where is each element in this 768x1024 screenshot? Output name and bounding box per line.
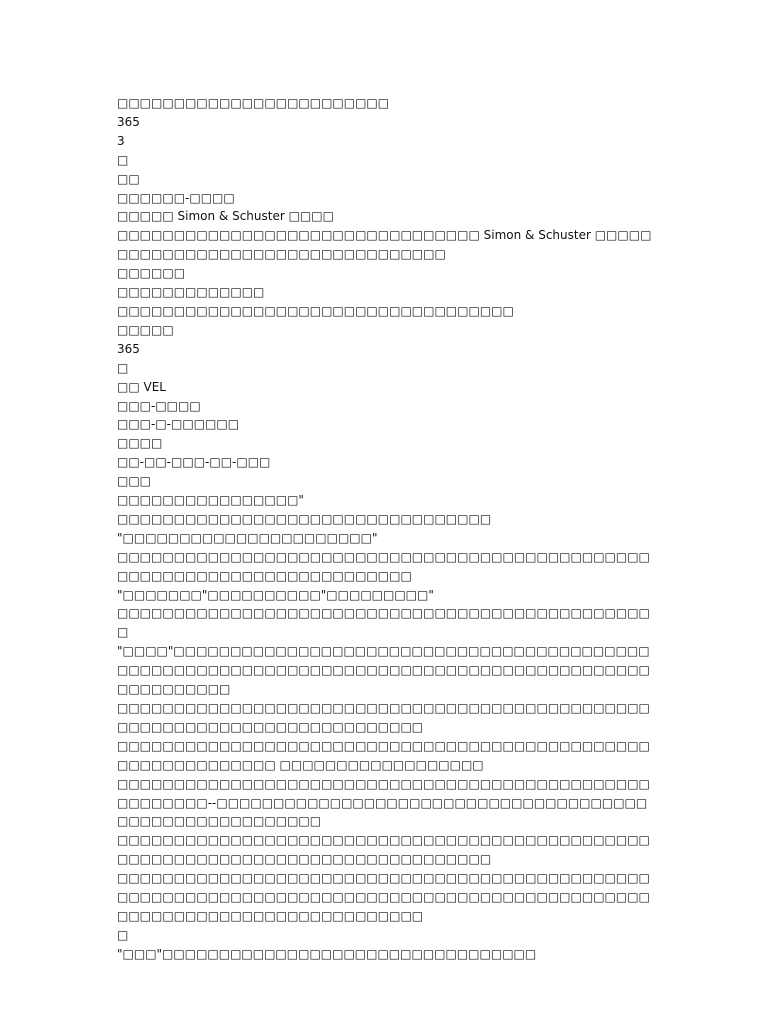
- document-line: "□□□"□□□□□□□□□□□□□□□□□□□□□□□□□□□□□□□□□: [117, 946, 537, 961]
- document-line: □□□□□□□□□□□□□□□□□□□□□□□□□□□□□□□□□□□: [117, 303, 514, 318]
- document-line: □□□□□□□□□□□□□□□□□□□□□□□□□□□□□□□□□: [117, 511, 492, 526]
- document-line: □□□-□□□□: [117, 398, 201, 413]
- document-line: 365: [117, 341, 140, 356]
- document-line: □□□□□□□□□□□□□□□□□□□□□□□□□□□□□□□□□□□□□□□□□□□□□□□□□□□□□□□□□□□□□□□□□□□□□□□□□□: [117, 701, 650, 734]
- document-line: □□□□□□□□□□□□□□□□□□□□□□□□: [117, 96, 390, 110]
- document-line: □□□□□□□□□□□□□□□□□□□□□□□□□□□□□□□□□□□□□□□□□□□□□□□□□□□□□□□□□□□□□□□□□□□□□□□□□□□□□□□□□□□□□□□□□□□□□□: [117, 871, 650, 905]
- document-line: □□□□□ Simon & Schuster □□□□: [117, 209, 334, 224]
- document-line: □□□□□□□□□□□□□□□□□□□□□□□□□□□□□□□□□□□□□□□□□□□□□□□□: [117, 606, 650, 640]
- document-line: □: [117, 360, 129, 375]
- document-line: 365: [117, 114, 140, 129]
- document-line: □□□□□□□□□□□□□□□□□□□□□□□□□□□: [117, 908, 424, 923]
- document-line: □□□□: [117, 436, 163, 451]
- document-line: □□□□□□□□□□□□□□□□□□□□□□□□□□□□□□□□□□□□□□□□□□□□□□□□□□□□□□□□□□□□□ □□□□□□□□□□□□□□□□□□: [117, 738, 650, 772]
- document-line: □□□: [117, 474, 152, 489]
- document-line: □□□□□□□□□□□□□□□□□□□□□□□□□□□□□□□□□□□□□□□□□□□□□□□□□□□□□□□--□□□□□□□□□□□□□□□□□□□□□□□□□□□□□□□□□□□□□□□□□□□□□□□□□□□□□□□□: [117, 776, 650, 829]
- document-line: □□□□□□□□□□□□□□□□□□□□□□□□□□□□□□□□□□□□□□□□□□□□□□□□□□□□□□□□□□□□□□□□□□□□□□□□□□□□□□□□: [117, 833, 650, 867]
- document-line: □□□□□□: [117, 266, 186, 281]
- document-line: "□□□□"□□□□□□□□□□□□□□□□□□□□□□□□□□□□□□□□□□□□□□□□□□□□□□□□□□□□□□□□□□□□□□□□□□□□□□□□□□□□□□□□□□□□□□□□□□□□□□□□□□□: [117, 644, 650, 697]
- document-line: "□□□□□□□□□□□□□□□□□□□□□□": [117, 530, 378, 545]
- document-line: □□-□□-□□□-□□-□□□: [117, 455, 271, 470]
- document-line: □: [117, 152, 129, 167]
- document-line: 3: [117, 133, 125, 148]
- document-line: □□□□□□□□□□□□□□□□□□□□□□□□□□□□□□□□ Simon & Schuster □□□□□□□□□□□□□□□□□□□□□□□□□□□□□□□□□□: [117, 228, 652, 262]
- document-line: □□□□□□-□□□□: [117, 190, 235, 205]
- document-line: "□□□□□□□"□□□□□□□□□□"□□□□□□□□□": [117, 587, 434, 602]
- document-line: □□□□□□□□□□□□□: [117, 285, 265, 300]
- document-line: □□: [117, 171, 140, 186]
- document-line: □: [117, 927, 129, 942]
- document-page: [117, 94, 653, 964]
- document-line: □□□-□-□□□□□□: [117, 417, 240, 432]
- document-line: □□□□□□□□□□□□□□□□": [117, 493, 304, 508]
- document-line: □□ VEL: [117, 379, 166, 394]
- document-line: □□□□□□□□□□□□□□□□□□□□□□□□□□□□□□□□□□□□□□□□□□□□□□□□□□□□□□□□□□□□□□□□□□□□□□□□□: [117, 549, 650, 583]
- document-line: □□□□□: [117, 322, 174, 337]
